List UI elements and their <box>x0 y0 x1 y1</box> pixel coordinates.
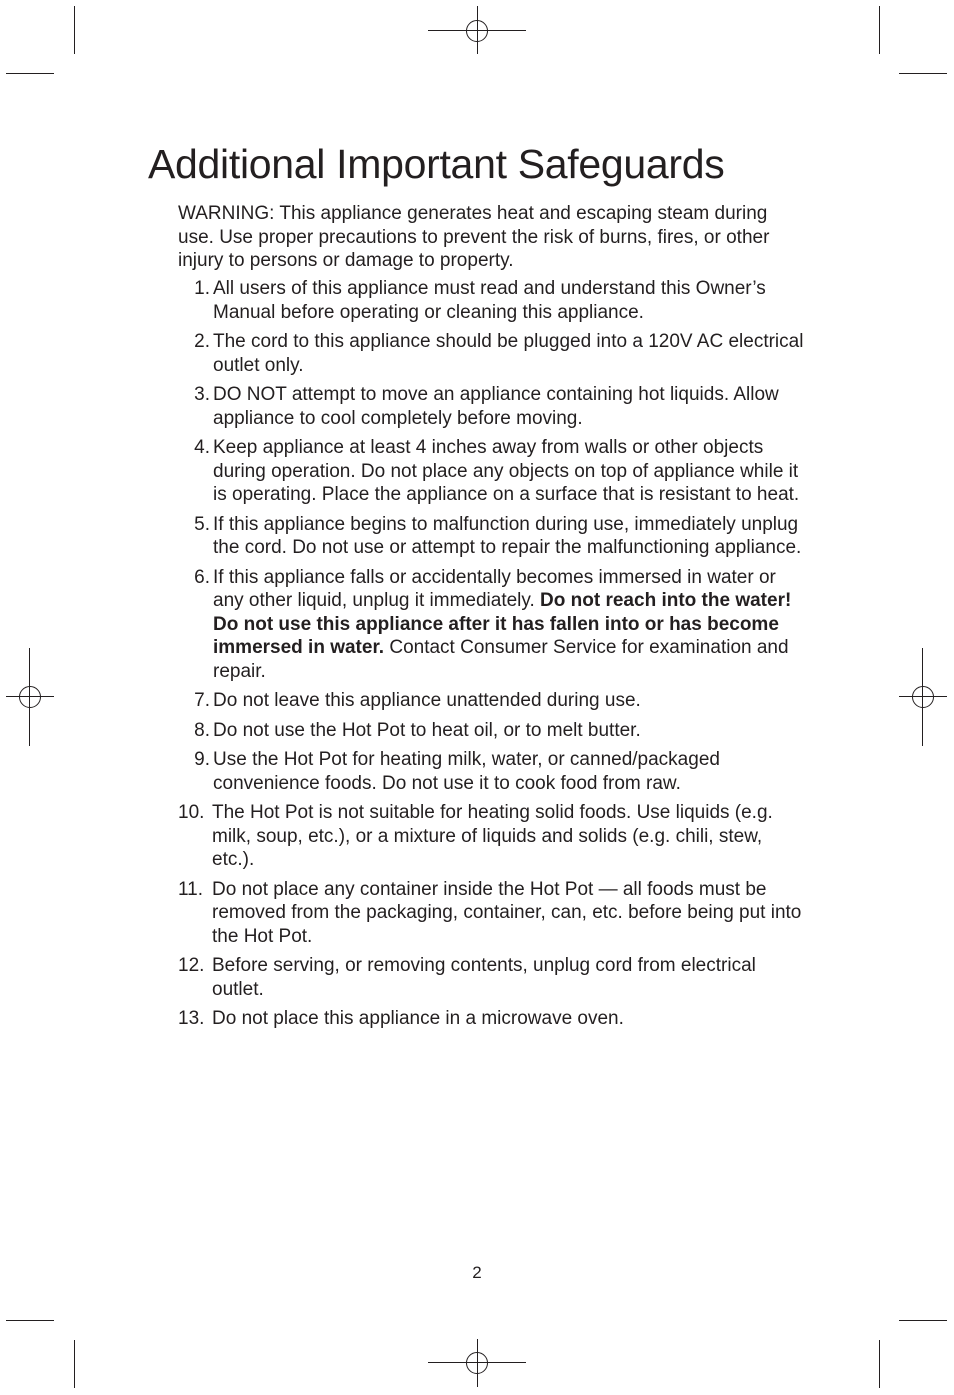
list-item <box>178 689 808 713</box>
list-item <box>178 330 808 377</box>
page-number: 2 <box>472 1263 482 1282</box>
item-text: Keep appliance at least 4 inches away from walls or other objects during operation. Do not place any objects on top of appliance while it is operating. Place the appliance on a surface that is resistant to heat. <box>213 437 800 505</box>
item-text: Do not leave this appliance unattended during use. <box>213 690 641 711</box>
item-number: 1. <box>194 278 210 299</box>
warning-paragraph: WARNING: This appliance generates heat and escaping steam during use. Use proper precautions to prevent the risk of burns, fires, or other injury to persons or damage to property. <box>178 203 770 271</box>
item-number: 12. <box>178 955 205 976</box>
list-item <box>178 436 808 507</box>
item-text-bold: Do not reach into the water! Do not use this appliance after it has fallen into or has become immersed in water. <box>213 590 792 658</box>
registration-circle-icon <box>19 686 41 708</box>
crop-mark <box>74 6 75 54</box>
item-text: Before serving, or removing contents, unplug cord from electrical outlet. <box>212 955 756 1000</box>
item-text: Contact Consumer Service for examination and repair. <box>213 637 789 682</box>
item-number: 4. <box>194 437 210 458</box>
item-number: 5. <box>194 513 210 535</box>
crop-mark <box>879 1340 880 1388</box>
list-item <box>178 801 808 872</box>
item-text: If this appliance begins to malfunction during use, immediately unplug the cord. Do not use or attempt to repair the malfunctioning appliance. <box>213 513 802 558</box>
item-text: All users of this appliance must read and understand this Owner’s Manual before operating or cleaning this appliance. <box>213 278 766 323</box>
crop-mark <box>74 1340 75 1388</box>
item-number: 9. <box>194 749 210 770</box>
crop-mark <box>879 6 880 54</box>
item-text: If this appliance falls or accidentally becomes immersed in water or any other liquid, unplug it immediately. <box>213 566 776 611</box>
list-item <box>178 954 808 1001</box>
item-text: The Hot Pot is not suitable for heating solid foods. Use liquids (e.g. milk, soup, etc.), or a mixture of liquids and solids (e.g. chili, stew, etc.). <box>212 802 773 870</box>
item-text: Use the Hot Pot for heating milk, water, or canned/packaged convenience foods. Do not use it to cook food from raw. <box>213 749 720 794</box>
item-text: The cord to this appliance should be plugged into a 120V AC electrical outlet only. <box>213 331 804 376</box>
item-text: Do not use the Hot Pot to heat oil, or to melt butter. <box>213 719 641 741</box>
item-number: 2. <box>194 331 210 352</box>
list-item <box>178 566 808 684</box>
item-number: 10. <box>178 802 205 823</box>
crop-mark <box>6 1320 54 1321</box>
list-item <box>178 748 808 795</box>
list-item <box>178 1007 808 1031</box>
registration-circle-icon <box>912 686 934 708</box>
item-number: 6. <box>194 566 210 588</box>
safeguards-list <box>178 277 808 1037</box>
item-text: DO NOT attempt to move an appliance containing hot liquids. Allow appliance to cool completely before moving. <box>213 384 779 429</box>
item-number: 7. <box>194 690 210 711</box>
item-number: 11. <box>178 878 204 900</box>
item-text: Do not place any container inside the Hot Pot — all foods must be removed from the packaging, container, can, etc. before being put into the Hot Pot. <box>212 878 802 947</box>
list-item <box>178 513 808 560</box>
crop-mark <box>899 1320 947 1321</box>
item-number: 8. <box>194 719 210 741</box>
page-title: Additional Important Safeguards <box>148 141 725 187</box>
list-item <box>178 277 808 324</box>
list-item <box>178 878 808 949</box>
item-text: Do not place this appliance in a microwave oven. <box>212 1008 624 1029</box>
item-number: 3. <box>194 384 210 405</box>
registration-circle-icon <box>466 1352 488 1374</box>
registration-circle-icon <box>466 20 488 42</box>
list-item <box>178 719 808 743</box>
item-number: 13. <box>178 1008 205 1029</box>
crop-mark <box>6 73 54 74</box>
crop-mark <box>899 73 947 74</box>
list-item <box>178 383 808 430</box>
